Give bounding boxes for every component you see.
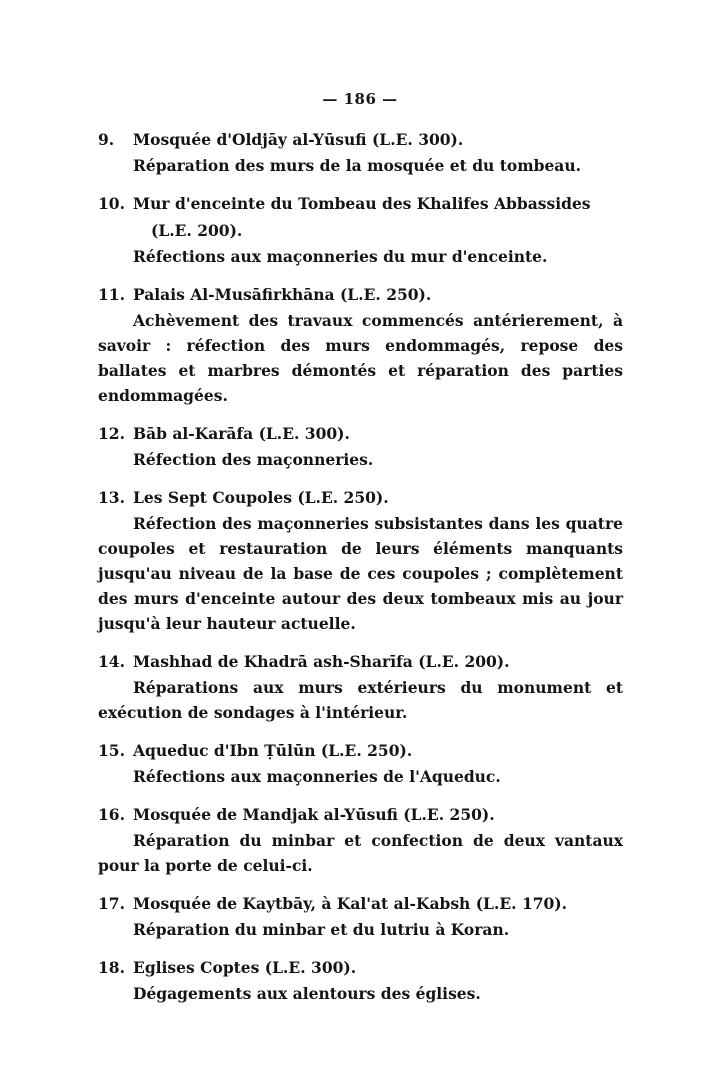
page-number: — 186 — — [322, 90, 398, 108]
entry-title: Mur d'enceinte du Tombeau des Khalifes Abbassides (L.E. 200). — [133, 194, 591, 240]
list-item — [98, 801, 623, 878]
entry-number: 17. — [98, 894, 125, 913]
entry-body: Réfection des maçonneries. — [133, 450, 374, 469]
entry-body: Réparation du minbar et du lutriu à Koran. — [133, 920, 510, 939]
list-item — [98, 281, 623, 408]
entry-number: 9. — [98, 130, 115, 149]
list-item — [98, 737, 623, 789]
entry-body: Dégagements aux alentours des églises. — [133, 984, 481, 1003]
entry-title: Bāb al-Karāfa (L.E. 300). — [133, 424, 350, 443]
entry-body: Réfection des maçonneries subsistantes dans les quatre coupoles et restauration de leurs éléments manquants jusqu'au niveau de la base de ces coupoles ; complètement des murs d'enceinte autour des deux tombeaux mis au jour jusqu'à leur hauteur actuelle. — [98, 514, 623, 633]
entry-number: 18. — [98, 958, 125, 977]
list-item — [98, 954, 623, 1006]
entry-body: Réparations aux murs extérieurs du monument et exécution de sondages à l'intérieur. — [98, 678, 623, 722]
entry-number: 12. — [98, 424, 125, 443]
entry-title: Palais Al-Musāfirkhāna (L.E. 250). — [133, 285, 432, 304]
list-item — [98, 420, 623, 472]
entry-title: Eglises Coptes (L.E. 300). — [133, 958, 357, 977]
entry-number: 14. — [98, 652, 125, 671]
entry-number: 15. — [98, 741, 125, 760]
entry-title: Mosquée de Kaytbāy, à Kal'at al-Kabsh (L.E. 170). — [133, 894, 568, 913]
entry-body: Réparation des murs de la mosquée et du tombeau. — [133, 156, 582, 175]
list-item — [98, 190, 623, 269]
entry-body: Réparation du minbar et confection de deux vantaux pour la porte de celui-ci. — [98, 831, 623, 875]
list-item — [98, 648, 623, 725]
list-item — [98, 126, 623, 178]
entry-title: Mosquée d'Oldjāy al-Yūsufi (L.E. 300). — [133, 130, 464, 149]
entry-title: Aqueduc d'Ibn Ṭūlūn (L.E. 250). — [133, 741, 413, 760]
list-item — [98, 484, 623, 636]
entry-number: 16. — [98, 805, 125, 824]
entry-title: Les Sept Coupoles (L.E. 250). — [133, 488, 389, 507]
entry-number: 11. — [98, 285, 125, 304]
entry-body: Réfections aux maçonneries du mur d'enceinte. — [133, 247, 548, 266]
entry-body: Achèvement des travaux commencés antérierement, à savoir : réfection des murs endommagés, repose des ballates et marbres démontés et réparation des parties endommagées. — [98, 311, 623, 405]
entry-title: Mosquée de Mandjak al-Yūsufi (L.E. 250). — [133, 805, 495, 824]
entry-number: 10. — [98, 194, 125, 213]
entry-number: 13. — [98, 488, 125, 507]
list-item — [98, 890, 623, 942]
entry-title: Mashhad de Khadrā ash-Sharīfa (L.E. 200). — [133, 652, 510, 671]
entry-body: Réfections aux maçonneries de l'Aqueduc. — [133, 767, 501, 786]
entries-list — [98, 126, 623, 1018]
